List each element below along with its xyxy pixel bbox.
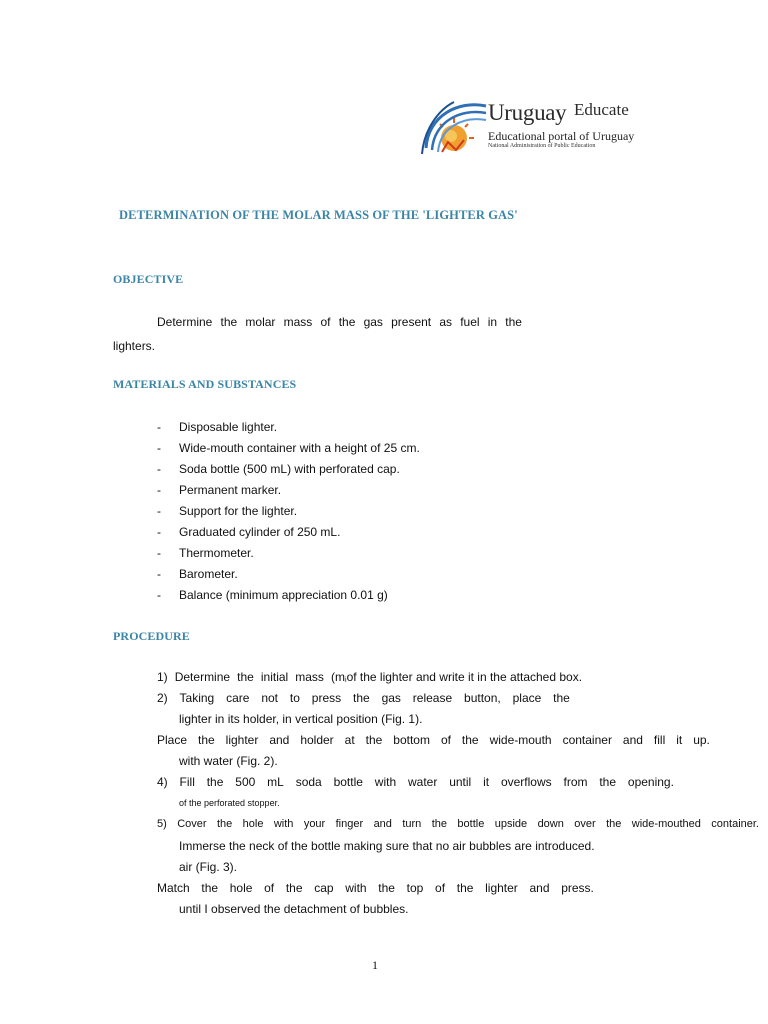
procedure-step-2-cont: lighter in its holder, in vertical position (Fig. 1). [179,712,423,726]
word: over [574,818,596,830]
word: container [562,733,612,747]
word: the [365,733,383,747]
logo-name-secondary: Educate [574,100,629,119]
word: hole [229,881,253,895]
word: mass [283,315,313,329]
word: hole [242,818,264,830]
list-item [157,585,420,606]
word: bottle [457,818,485,830]
word: bottle [333,775,363,789]
word: 500 [235,775,256,789]
word: Taking [179,691,215,705]
word: the [606,818,622,830]
word: initial [260,670,289,684]
word: the [378,881,395,895]
word: 2) [157,691,168,705]
word: as [439,315,453,329]
word: of [440,733,451,747]
word: opening. [627,775,674,789]
procedure-step-1-lead [157,667,345,688]
word: the [338,315,356,329]
procedure-step-4 [157,772,674,793]
word: the [505,315,522,329]
word: with [273,818,294,830]
word: water [408,775,438,789]
list-bullet: - [157,462,161,476]
logo-name-primary: Uruguay [488,100,567,125]
word: 4) [157,775,168,789]
word: not [261,691,279,705]
word: the [431,818,447,830]
list-item-text: Barometer. [179,567,238,581]
word: of [320,315,331,329]
word: Place [157,733,188,747]
word: upside [494,818,528,830]
logo-subtagline: National Administration of Public Education [488,143,596,149]
list-item-text: Support for the lighter. [179,504,298,518]
word: the [216,818,233,830]
word: molar [245,315,276,329]
procedure-step-1-subscript: i [345,677,347,684]
word: Determine [174,670,231,684]
word: turn [402,818,422,830]
word: lighter [485,881,518,895]
list-bullet: - [157,567,161,581]
word: present [391,315,432,329]
logo-sun-wave-icon [418,96,490,158]
word: of [264,881,275,895]
word: to [289,691,300,705]
procedure-step-3-cont: with water (Fig. 2). [179,754,278,768]
list-item-text: Balance (minimum appreciation 0.01 g) [179,588,388,602]
word: the [353,691,370,705]
procedure-step-1 [157,667,606,688]
materials-list [157,417,420,606]
list-bullet: - [157,441,161,455]
list-item [157,417,420,438]
procedure-step-6-cont: until I observed the detachment of bubbles. [179,902,409,916]
list-item [157,522,420,543]
list-bullet: - [157,588,161,602]
word: in [487,315,498,329]
word: down [537,818,564,830]
word: from [563,775,588,789]
page-number: 1 [372,958,378,972]
word: holder [300,733,334,747]
word: the [461,733,479,747]
word: it [676,733,683,747]
procedure-step-5-cont: air (Fig. 3). [179,860,238,874]
word: 5) [157,818,167,830]
word: the [285,881,303,895]
list-item-text: Thermometer. [179,546,254,560]
word: overflows [500,775,552,789]
word: the [553,691,570,705]
word: wide-mouthed [631,818,701,830]
word: 1) [157,670,168,684]
word: it [483,775,490,789]
procedure-step-6 [157,878,594,899]
word: finger [335,818,364,830]
word: care [226,691,250,705]
procedure-step-3 [157,730,710,751]
objective-paragraph-line [157,315,522,329]
document-title: DETERMINATION OF THE MOLAR MASS OF THE 'LIGHTER GAS' [119,208,518,222]
list-item-text: Permanent marker. [179,483,282,497]
word: container. [711,818,759,830]
word: Cover [177,818,207,830]
word: wide-mouth [489,733,552,747]
word: the [456,881,474,895]
word: mL [267,775,284,789]
list-item [157,438,420,459]
word: at [344,733,355,747]
word: mass [295,670,324,684]
word: up. [693,733,710,747]
list-item [157,501,420,522]
word: your [303,818,326,830]
word: gas [381,691,401,705]
word: and [622,733,643,747]
word: button, [464,691,501,705]
word: the [237,670,254,684]
word: and [373,818,392,830]
objective-paragraph-line: lighters. [113,339,156,353]
word: press [311,691,342,705]
list-item [157,459,420,480]
list-item-text: Graduated cylinder of 250 mL. [179,525,341,539]
list-bullet: - [157,483,161,497]
list-item-text: Soda bottle (500 mL) with perforated cap. [179,462,400,476]
word: press. [561,881,594,895]
word: of [435,881,446,895]
word: and [269,733,290,747]
word: gas [363,315,383,329]
procedure-step-1-text: of the lighter and write it in the attached box. [346,670,583,684]
word: the [599,775,617,789]
word: the [220,315,238,329]
list-bullet: - [157,546,161,560]
word: bottom [393,733,430,747]
uruguay-educate-logo [418,96,648,158]
word: Determine [157,315,213,329]
word: the [198,733,215,747]
word: until [449,775,472,789]
list-bullet: - [157,504,161,518]
word: and [529,881,550,895]
procedure-step-2 [157,688,570,709]
section-heading-objective: OBJECTIVE [113,272,184,286]
word: the [201,881,219,895]
list-item [157,564,420,585]
word: Match [157,881,190,895]
word: the [206,775,224,789]
word: with [374,775,397,789]
list-item-text: Disposable lighter. [179,420,278,434]
list-item [157,480,420,501]
word: cap [314,881,334,895]
word: place [512,691,542,705]
procedure-step-5 [157,814,759,835]
procedure-step-5-cont: Immerse the neck of the bottle making sure that no air bubbles are introduced. [179,839,595,853]
section-heading-materials: MATERIALS AND SUBSTANCES [113,377,297,391]
list-item [157,543,420,564]
word: top [406,881,424,895]
word: lighter [225,733,259,747]
word: release [412,691,453,705]
logo-tagline: Educational portal of Uruguay [488,129,635,143]
word: (m [330,670,345,684]
word: soda [295,775,322,789]
word: with [345,881,367,895]
word: fuel [460,315,480,329]
list-bullet: - [157,420,161,434]
procedure-step-4-cont: of the perforated stopper. [179,798,280,808]
word: fill [653,733,666,747]
list-item-text: Wide-mouth container with a height of 25 cm. [179,441,420,455]
section-heading-procedure: PROCEDURE [113,629,190,643]
word: Fill [179,775,195,789]
list-bullet: - [157,525,161,539]
